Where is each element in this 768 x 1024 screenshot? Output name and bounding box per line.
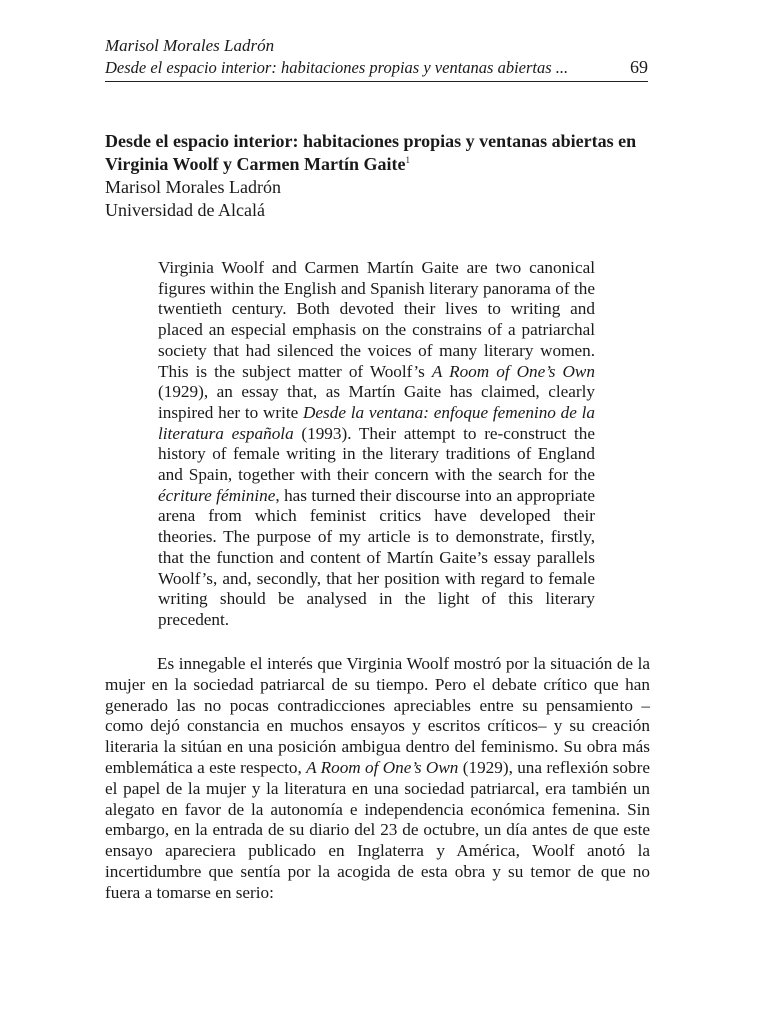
abstract-text-1: Virginia Woolf and Carmen Martín Gaite are two canonical figures within the English and Spanish literary panorama of the twentieth century. Both devoted their lives to writing and placed an especial emphasis on the constrains of a patriarchal society that had silenced the voices of many literary women. This is the subject matter of Woolf’s: [158, 258, 595, 381]
running-head-title: Desde el espacio interior: habitaciones propias y ventanas abiertas ...: [105, 58, 569, 77]
body-paragraph: [105, 654, 650, 904]
running-head-author: Marisol Morales Ladrón: [105, 36, 275, 55]
article-title: [105, 130, 665, 176]
article-affiliation: Universidad de Alcalá: [105, 200, 265, 220]
abstract-text-4: , has turned their discourse into an appropriate arena from which feminist critics have developed their theories. The purpose of my article is to demonstrate, firstly, that the function and content of Martín Gaite’s essay parallels Woolf’s, and, secondly, that her position with regard to female writing should be analysed in the light of this literary precedent.: [158, 485, 596, 629]
abstract-text-2: (1929), an essay that, as Martín Gaite has claimed, clearly inspired her to write: [158, 382, 595, 422]
footnote-marker[interactable]: 1: [405, 155, 410, 165]
article-title-text: Desde el espacio interior: habitaciones propias y ventanas abiertas en Virginia Woolf y Carmen Martín Gaite: [105, 131, 637, 174]
abstract-italic-3: écriture féminine: [158, 485, 276, 505]
body-italic-1: A Room of One’s Own: [306, 757, 459, 777]
abstract-text-3: (1993). Their attempt to re-construct the history of female writing in the literary traditions of England and Spain, together with their concern with the search for the: [158, 423, 595, 485]
header-rule: [105, 81, 648, 82]
article-author: Marisol Morales Ladrón: [105, 177, 281, 197]
body-text-2: (1929), una reflexión sobre el papel de la mujer y la literatura en una sociedad patriarcal, era también un alegato en favor de la autonomía e independencia económica femenina. Sin embargo, en la entrada de su diario del 23 de octubre, un día antes de que este ensayo apareciera publicado en Inglaterra y América, Woolf anotó la incertidumbre que sentía por la acogida de esta obra y su temor de que no fuera a tomarse en serio:: [105, 757, 650, 902]
abstract-italic-1: A Room of One’s Own: [431, 361, 595, 381]
running-head: [105, 36, 648, 82]
body-text-1: Es innegable el interés que Virginia Woolf mostró por la situación de la mujer en la sociedad patriarcal de su tiempo. Pero el debate crítico que han generado las no pocas contradicciones apreciables entre su pensamiento –como dejó constancia en muchos ensayos y escritos críticos– y su creación literaria la sitúan en una posición ambigua dentro del feminismo. Su obra más emblemática a este respecto,: [105, 654, 650, 777]
abstract-italic-2: Desde la ventana: enfoque femenino de la literatura española: [158, 402, 595, 443]
running-head-row: [105, 56, 648, 79]
abstract: [158, 258, 595, 631]
page-number: 69: [630, 57, 648, 77]
article-heading: [105, 130, 665, 222]
